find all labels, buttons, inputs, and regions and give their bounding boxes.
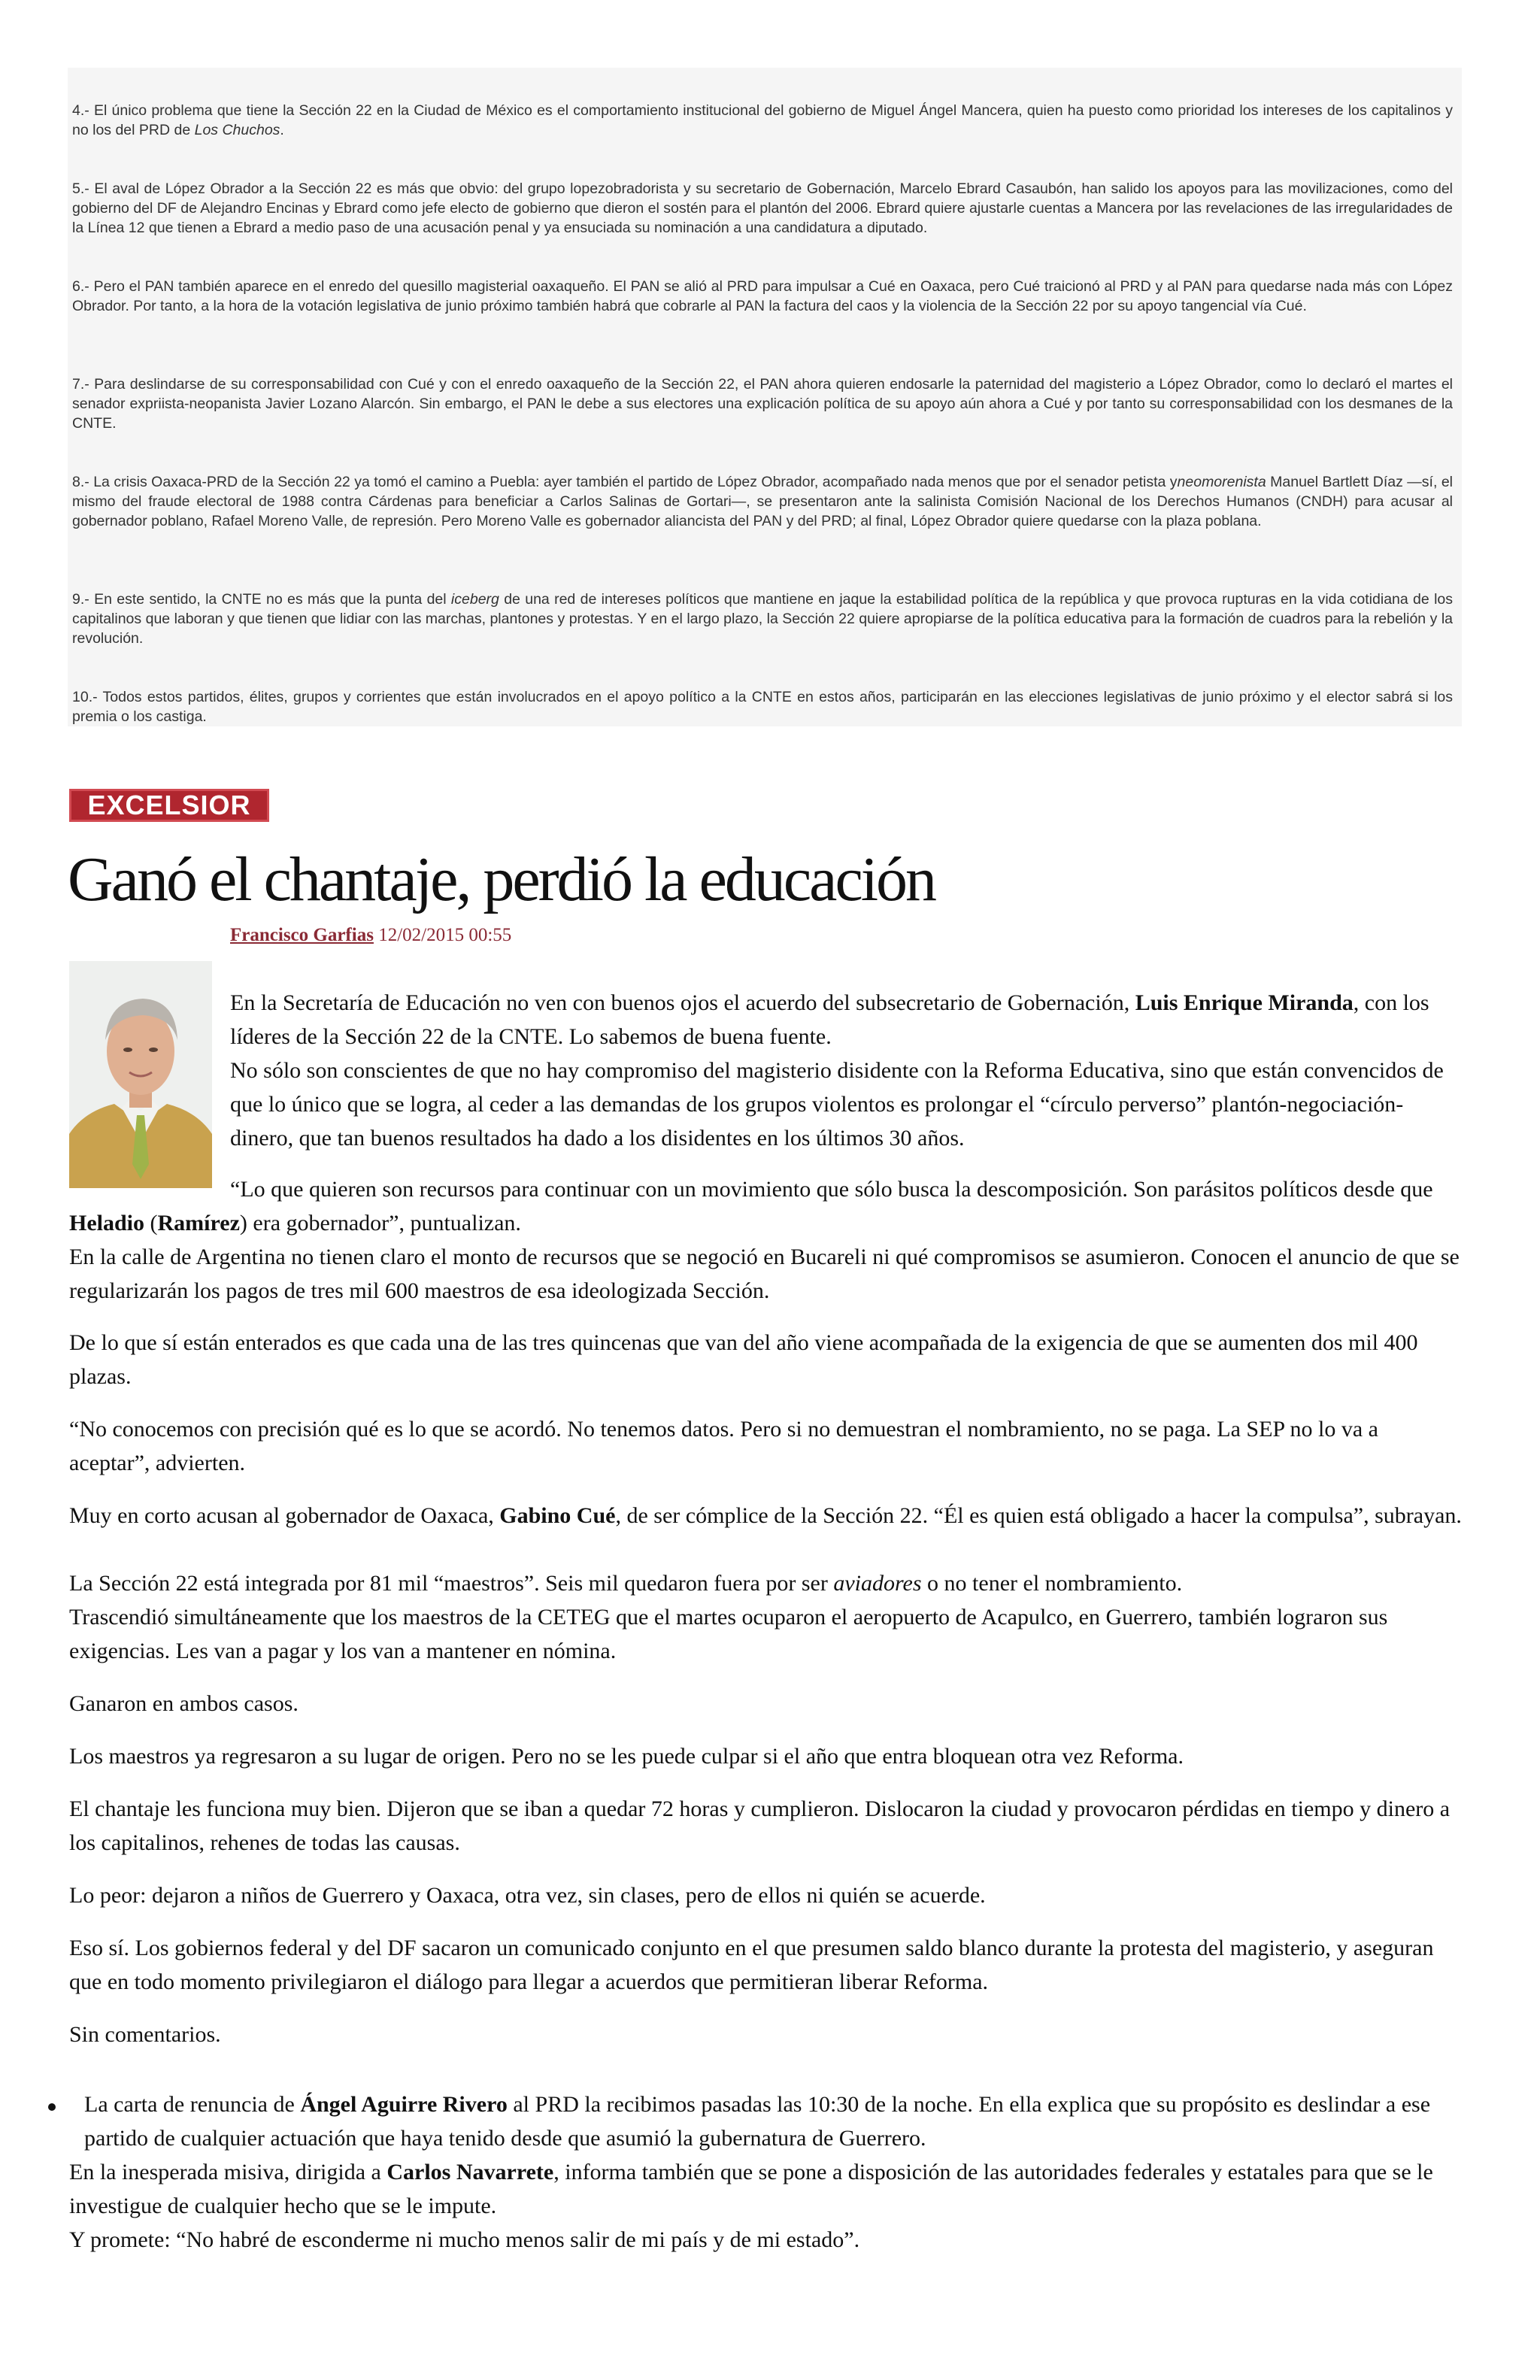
author-photo (69, 961, 212, 1188)
point-6: 6.- Pero el PAN también aparece en el enredo del quesillo magisterial oaxaqueño. El PAN se alió al PRD para impulsar a Cué en Oaxaca, pero Cué traicionó al PRD y al PAN para quedarse nada más con López Obrador. Por tanto, a la hora de la votación legislativa de junio próximo también habrá que cobrarle al PAN la factura del caos y la violencia de la Sección 22 por su apoyo tangencial vía Cué. (72, 278, 1453, 314)
paragraph-peor: Lo peor: dejaron a niños de Guerrero y Oaxaca, otra vez, sin clases, pero de ellos ni quién se acuerde. (69, 1883, 986, 1908)
point-4: 4.- El único problema que tiene la Sección 22 en la Ciudad de México es el comportamiento institucional del gobierno de Miguel Ángel Mancera, quien ha puesto como prioridad los intereses de los capitalinos y no los del PRD de Los Chuchos. (72, 102, 1453, 138)
paragraph-eso-si: Eso sí. Los gobiernos federal y del DF sacaron un comunicado conjunto en el que presumen saldo blanco durante la protesta del magisterio, y aseguran que en todo momento privilegiaron el diálogo para llegar a acuerdos que permitieran liberar Reforma. (69, 1936, 1434, 1994)
point-8: 8.- La crisis Oaxaca-PRD de la Sección 22 ya tomó el camino a Puebla: ayer también el partido de López Obrador, acompañado nada menos que por el senador petista yneomorenista Manuel Bartlett Díaz —sí, el mismo del fraude electoral de 1988 contra Cárdenas para beneficiar a Carlos Salinas de Gortari—, se presentaron ante la salinista Comisión Nacional de los Derechos Humanos (CNDH) para acusar al gobernador poblano, Rafael Moreno Valle, de represión. Pero Moreno Valle es gobernador aliancista del PAN y del PRD; al final, López Obrador quiere quedarse con la plaza poblana. (72, 474, 1453, 529)
point-10: 10.- Todos estos partidos, élites, grupos y corrientes que están involucrados en el apoyo político a la CNTE en estos años, participarán en las elecciones legislativas de junio próximo y el elector sabrá si los premia o los castiga. (72, 689, 1453, 725)
article-headline: Ganó el chantaje, perdió la educación (68, 844, 935, 914)
numbered-points-section (68, 68, 1462, 726)
byline (230, 925, 511, 946)
intro-paragraph: En la Secretaría de Educación no ven con buenos ojos el acuerdo del subsecretario de Gobernación, Luis Enrique Miranda, con los líderes de la Sección 22 de la CNTE. Lo sabemos de buena fuente. (230, 990, 1429, 1049)
author-portrait-image (69, 961, 212, 1188)
person-name: Carlos Navarrete (387, 2160, 554, 2184)
paragraph-chantaje: El chantaje les funciona muy bien. Dijeron que se iban a quedar 72 horas y cumplieron. Dislocaron la ciudad y provocaron pérdidas en tiempo y dinero a los capitalinos, rehenes de todas las causas. (69, 1796, 1451, 1855)
excelsior-logo (69, 789, 269, 822)
point-9: 9.- En este sentido, la CNTE no es más que la punta del iceberg de una red de intereses políticos que mantiene en jaque la estabilidad política de la república y que provoca rupturas en la vida cotidiana de los capitalinos que laboran y que tienen que lidiar con las marchas, plantones y protestas. Y en el largo plazo, la Sección 22 quiere apropiarse de la política educativa para la formación de cuadros para la rebelión y la revolución. (72, 591, 1453, 647)
publish-date: 12/02/2015 00:55 (378, 925, 512, 945)
paragraph-ganaron: Ganaron en ambos casos. (69, 1691, 299, 1716)
paragraph-promete: Y promete: “No habré de esconderme ni mucho menos salir de mi país y de mi estado”. (69, 2227, 860, 2252)
person-name: Luis Enrique Miranda (1135, 990, 1354, 1015)
point-5: 5.- El aval de López Obrador a la Sección 22 es más que obvio: del grupo lopezobradorista y su secretario de Gobernación, Marcelo Ebrard Casaubón, han salido los apoyos para las movilizaciones, como del gobierno del DF de Alejandro Encinas y Ebrard como jefe electo de gobierno que dieron el sostén para el plantón del 2006. Ebrard quiere ajustarle cuentas a Mancera por las revelaciones de las irregularidades de la Línea 12 que tienen a Ebrard a medio paso de una acusación penal y ya ensuciada su nominación a una candidatura a diputado. (72, 180, 1453, 236)
paragraph-conscientes: No sólo son conscientes de que no hay compromiso del magisterio disidente con la Reforma Educativa, sino que están convencidos de que lo único que se logra, al ceder a las demandas de los grupos violentos es prolongar el “círculo perverso” plantón-negociación-dinero, que tan buenos resultados ha dado a los disidentes en los últimos 30 años. (230, 1058, 1444, 1151)
paragraph-quote: “Lo que quieren son recursos para continuar con un movimiento que sólo busca la descomposición. Son parásitos políticos desde que Heladio (Ramírez) era gobernador”, puntualizan. (69, 1177, 1433, 1235)
person-name: Gabino Cué (499, 1503, 616, 1528)
point-7: 7.- Para deslindarse de su corresponsabilidad con Cué y con el enredo oaxaqueño de la Sección 22, el PAN ahora quieren endosarle la paternidad del magisterio a López Obrador, como lo declaró el martes el senador expriista-neopanista Javier Lozano Alarcón. Sin embargo, el PAN le debe a sus electores una explicación política de su apoyo aún ahora a Cué y por tanto su corresponsabilidad con los desmanes de la CNTE. (72, 376, 1453, 432)
paragraph-quincenas: De lo que sí están enterados es que cada una de las tres quincenas que van del año viene acompañada de la exigencia de que se aumenten dos mil 400 plazas. (69, 1330, 1418, 1389)
paragraph-argentina: En la calle de Argentina no tienen claro el monto de recursos que se negoció en Bucareli ni qué compromisos se asumieron. Conocen el anuncio de que se regularizarán los pagos de tres mil 600 maestros de esa ideologizada Sección. (69, 1245, 1460, 1303)
logo-text: EXCELSIOR (69, 789, 269, 822)
bullet-marker (48, 2103, 56, 2111)
paragraph-sin-comentarios: Sin comentarios. (69, 2022, 221, 2047)
paragraph-datos: “No conocemos con precisión qué es lo que se acordó. No tenemos datos. Pero si no demuestran el nombramiento, no se paga. La SEP no lo va a aceptar”, advierten. (69, 1417, 1378, 1475)
person-name: Ramírez (157, 1211, 240, 1235)
bullet-item-renuncia: La carta de renuncia de Ángel Aguirre Rivero al PRD la recibimos pasadas las 10:30 de la noche. En ella explica que su propósito es deslindar a ese partido de cualquier actuación que haya tenido desde que asumió la gubernatura de Guerrero. (84, 2092, 1431, 2151)
paragraph-regresaron: Los maestros ya regresaron a su lugar de origen. Pero no se les puede culpar si el año que entra bloquean otra vez Reforma. (69, 1744, 1184, 1769)
paragraph-ceteg: Trascendió simultáneamente que los maestros de la CETEG que el martes ocuparon el aeropuerto de Acapulco, en Guerrero, también lograron sus exigencias. Les van a pagar y los van a mantener en nómina. (69, 1605, 1388, 1663)
person-name: Heladio (69, 1211, 145, 1235)
person-name: Ángel Aguirre Rivero (300, 2092, 508, 2117)
paragraph-integrada: La Sección 22 está integrada por 81 mil “maestros”. Seis mil quedaron fuera por ser aviadores o no tener el nombramiento. (69, 1571, 1183, 1596)
author-link[interactable]: Francisco Garfias (230, 925, 374, 945)
paragraph-misiva: En la inesperada misiva, dirigida a Carlos Navarrete, informa también que se pone a disposición de las autoridades federales y estatales para que se le investigue de cualquier hecho que se le impute. (69, 2160, 1433, 2218)
paragraph-cue: Muy en corto acusan al gobernador de Oaxaca, Gabino Cué, de ser cómplice de la Sección 22. “Él es quien está obligado a hacer la compulsa”, subrayan. (69, 1503, 1462, 1528)
